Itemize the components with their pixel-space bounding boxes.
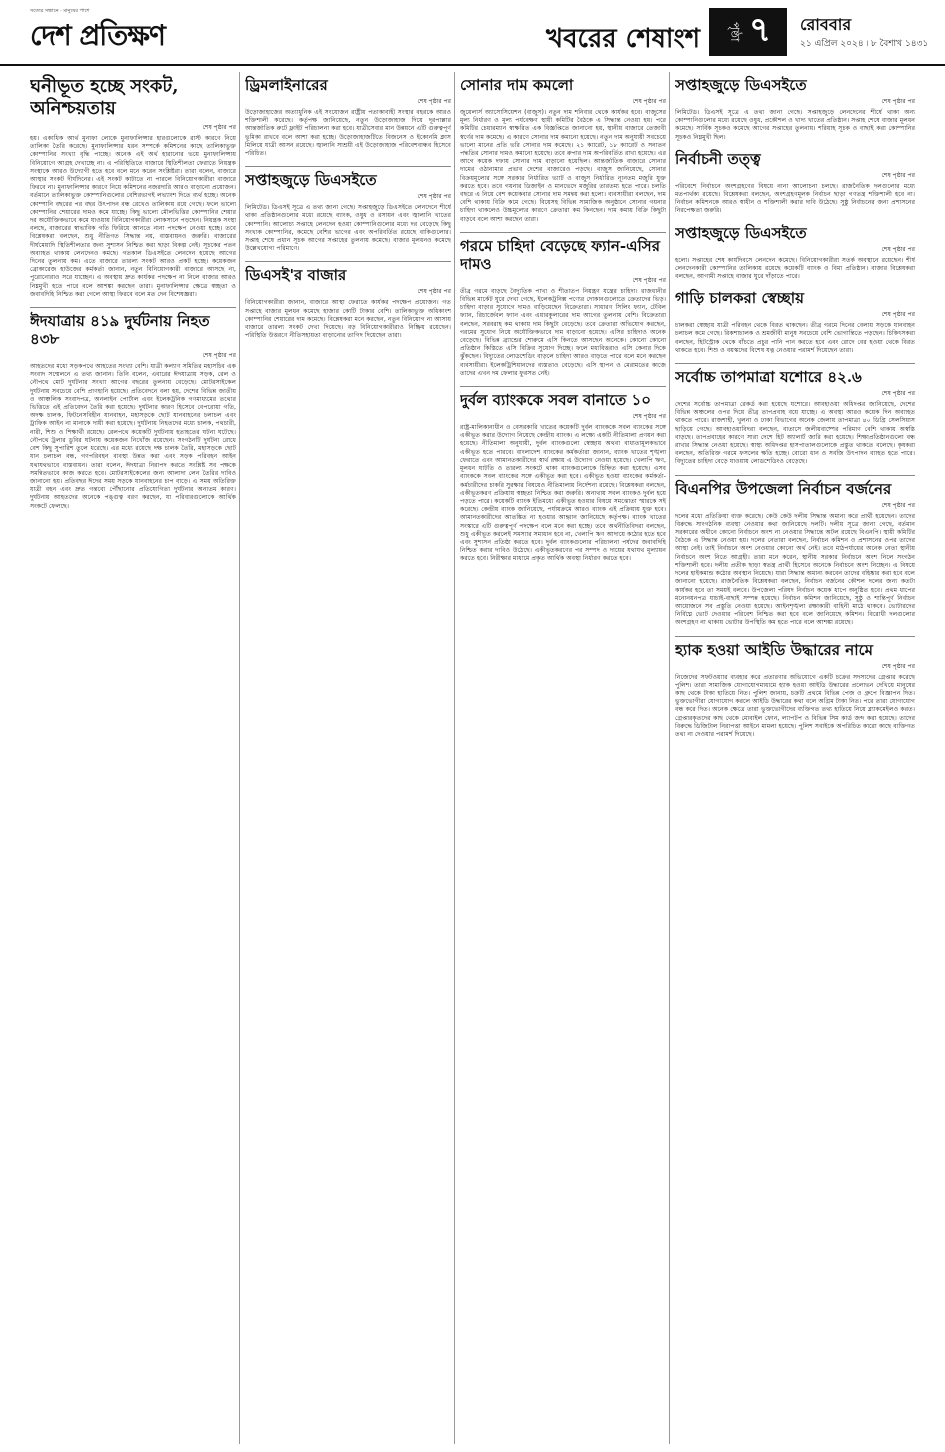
article-headline: দুর্বল ব্যাংককে সবল বানাতে ১০ [460, 391, 652, 410]
article-dse-market [245, 266, 451, 340]
article-body: লিমিটেড। ডিএসই সূত্রে এ তথ্য জানা গেছে। সপ্তাহজুড়ে লেনদেনের শীর্ষে থাকা অন্য কোম্পানিগুলোর মধ্যে রয়েছে ওষুধ, প্রকৌশল ও খাদ্য খাতের প্রতিষ্ঠান। সপ্তাহ শেষে বাজার মূলধন কমেছে। সার্বিক সূচকও কমেছে আগের সপ্তাহের তুলনায়। শরিয়াহ সূচক ও বাছাই করা কোম্পানির সূচকও নিম্নমুখী ছিল। [675, 109, 915, 141]
article-body: দেশের সর্বোচ্চ তাপমাত্রা রেকর্ড করা হয়েছে যশোরে। আবহাওয়া অধিদপ্তর জানিয়েছে, দেশের বিভিন্ন অঞ্চলের ওপর দিয়ে তীব্র তাপপ্রবাহ বয়ে যাচ্ছে। এ অবস্থা আরও কয়েক দিন অব্যাহত থাকতে পারে। রাজশাহী, খুলনা ও ঢাকা বিভাগের অনেক জেলায় তাপমাত্রা ৪০ ডিগ্রি সেলসিয়াস ছাড়িয়ে গেছে। আবহাওয়াবিদরা বলছেন, বাতাসে জলীয়বাষ্পের পরিমাণ বেশি থাকায় অস্বস্তি বাড়ছে। তাপপ্রবাহের কারণে সারা দেশে হিট অ্যালার্ট জারি করা হয়েছে। শিক্ষাপ্রতিষ্ঠানগুলো বন্ধ রাখার সিদ্ধান্ত নেওয়া হয়েছে। স্বাস্থ্য অধিদপ্তর হাসপাতালগুলোকে প্রস্তুত থাকতে বলেছে। কৃষকরা বলছেন, অতিরিক্ত গরমে ফসলের ক্ষতি হচ্ছে। বোরো ধান ও সবজি উৎপাদন ব্যাহত হতে পারে। বিদ্যুতের চাহিদা বেড়ে যাওয়ায় লোডশেডিংও বেড়েছে। [675, 401, 915, 466]
article-election-theory [675, 150, 915, 216]
article-headline: সোনার দাম কমলো [460, 76, 574, 94]
article-headline: সপ্তাহজুড়ে ডিএসইতে [675, 223, 807, 242]
article-body: তীব্র গরমে বাড়ছে বৈদ্যুতিক পাখা ও শীতাতপ নিয়ন্ত্রণ যন্ত্রের চাহিদা। রাজধানীর বিভিন্ন মার্কেট ঘুরে দেখা গেছে, ইলেকট্রনিক্স পণ্যের দোকানগুলোতে ক্রেতাদের ভিড়। চাহিদা বাড়ার সুযোগে দামও বাড়িয়েছেন বিক্রেতারা। সাধারণ সিলিং ফ্যান, টেবিল ফ্যান, রিচার্জেবল ফ্যান এবং এয়ারকুলারের দাম আগের তুলনায় বেশি। বিক্রেতারা বলছেন, সরবরাহ কম থাকায় দাম কিছুটা বেড়েছে। তবে ক্রেতারা অভিযোগ করছেন, গরমের সুযোগ নিয়ে অযৌক্তিকভাবে দাম বাড়ানো হয়েছে। এসির চাহিদাও অনেক বেড়েছে। বিভিন্ন ব্র্যান্ডের শোরুমে এসি কিনতে আসছেন অনেকে। কোনো কোনো প্রতিষ্ঠান কিস্তিতে এসি বিক্রির সুযোগ দিচ্ছে। ফলে মধ্যবিত্তরাও এসি কেনার দিকে ঝুঁকছেন। বিদ্যুতের লোডশেডিং বাড়লে চাহিদা আরও বাড়তে পারে বলে মনে করছেন ব্যবসায়ীরা। ইলেকট্রিশিয়ানদের ব্যস্ততাও বেড়েছে। এসি স্থাপন ও মেরামতের কাজে তাদের এখন দম ফেলার ফুরসত নেই। [460, 287, 666, 377]
article-headline: ড্রিমলাইনারের [245, 76, 328, 94]
article-divider [675, 363, 915, 364]
article-continuation: শেষ পৃষ্ঠার পর [417, 98, 451, 105]
article-fan-ac-demand [460, 237, 666, 378]
article-continuation: শেষ পৃষ্ঠার পর [881, 501, 915, 509]
article-eid-accidents [30, 312, 236, 511]
article-headline: নির্বাচনী তত্ত্ব [675, 149, 761, 168]
article-headline: ঈদযাত্রায় ৪১৯ দুর্ঘটনায় নিহত ৪৩৮ [30, 312, 210, 349]
column-divider [454, 72, 455, 1444]
article-weak-banks [460, 391, 666, 563]
article-body: দলের মধ্যে প্রতিক্রিয়া ব্যক্ত করেছে। কেউ কেউ দলীয় সিদ্ধান্ত অমান্য করে প্রার্থী হয়েছেন। তাদের বিরুদ্ধে সাংগঠনিক ব্যবস্থা নেওয়ার কথা জানিয়েছে দলটি। দলীয় সূত্রে জানা গেছে, বর্তমান সরকারের অধীনে কোনো নির্বাচনে অংশ না নেওয়ার সিদ্ধান্তে অটল রয়েছে বিএনপি। স্থায়ী কমিটির বৈঠকে এ সিদ্ধান্ত নেওয়া হয়। দলের নেতারা বলছেন, নির্বাচন কমিশন ও প্রশাসনের ওপর তাদের আস্থা নেই। তাই নির্বাচনে অংশ নেওয়ার কোনো অর্থ নেই। তবে মাঠপর্যায়ের অনেক নেতা স্থানীয় নির্বাচনে অংশ নিতে আগ্রহী। তারা মনে করেন, স্থানীয় সরকার নির্বাচনে অংশ নিলে সংগঠন শক্তিশালী হবে। দলীয় প্রতীক ছাড়া স্বতন্ত্র প্রার্থী হিসেবে অনেকে নির্বাচনে অংশ নিচ্ছেন। এ বিষয়ে দলের হাইকমান্ড কঠোর অবস্থান নিয়েছে। যারা সিদ্ধান্ত অমান্য করবেন তাদের বহিষ্কার করা হবে বলে জানানো হয়েছে। রাজনৈতিক বিশ্লেষকরা বলছেন, নির্বাচন বর্জনের কৌশল দলের জন্য কতটা কার্যকর হবে তা সময়ই বলবে। উপজেলা পরিষদ নির্বাচন কয়েক ধাপে অনুষ্ঠিত হবে। প্রথম ধাপের মনোনয়নপত্র যাচাই-বাছাই সম্পন্ন হয়েছে। নির্বাচন কমিশন জানিয়েছে, সুষ্ঠু ও শান্তিপূর্ণ নির্বাচন আয়োজনে সব প্রস্তুতি নেওয়া হয়েছে। আইনশৃঙ্খলা রক্ষাকারী বাহিনী মাঠে থাকবে। ভোটারদের নির্বিঘ্নে ভোট দেওয়ার পরিবেশ নিশ্চিত করা হবে বলে জানিয়েছে কমিশন। বিরোধী দলগুলোর অংশগ্রহণ না থাকায় ভোটার উপস্থিতি কম হতে পারে বলে আশঙ্কা রয়েছে। [675, 512, 915, 627]
column-divider [239, 72, 240, 1444]
article-divider [30, 307, 236, 308]
article-divider [460, 386, 666, 387]
article-body: হয়। একাধিক আর্থ মুনাফা লোকে মুনাফালিপ্সার হারগুলোকে রাস্ট কারণে নিয়ে তালিকা তৈরি করেছে। মুনাফালিপ্সার ধরন সম্পর্কে কমিশনের কাছে তালিকাভুক্ত কোম্পানির সংখ্যা বৃদ্ধি পাচ্ছে। অনেক এই অর্থ হারানোর ভয়ে মুনাফালিপ্সায় বিনিয়োগে আগ্রহ দেখাচ্ছে না। এ পরিস্থিতিতে বাজারে স্থিতিশীলতা ফেরাতে নিয়ন্ত্রক সংস্থাকে আরও উদ্যোগী হতে হবে বলে মনে করেন সংশ্লিষ্টরা। তারা বলেন, বাজারে আস্থার সংকট দীর্ঘদিনের। এই সংকট কাটাতে না পারলে বিনিয়োগকারীরা বাজারে ফিরবে না। মুনাফালিপ্সার কারণে নিয়ে কমিশনের নজরদারি আরও বাড়ানো প্রয়োজন। বর্তমানে তালিকাভুক্ত কোম্পানিগুলোর বেশিরভাগই লভ্যাংশ দিতে ব্যর্থ হচ্ছে। অনেক কোম্পানি বছরের পর বছর উৎপাদন বন্ধ রেখেও তালিকায় রয়ে গেছে। ফলে ভালো কোম্পানির শেয়ারের দামও কমে যাচ্ছে। কিছু ভালো মৌলভিত্তির কোম্পানির শেয়ার দর অযৌক্তিকভাবে কমে যাওয়ায় বিনিয়োগকারীরা লোকসানে পড়ছেন। নিয়ন্ত্রক সংস্থা বলছে, বাজারের স্বাভাবিক গতি ফিরিয়ে আনতে নানা পদক্ষেপ নেওয়া হচ্ছে। তবে বিশ্লেষকরা বলছেন, শুধু নীতিগত সিদ্ধান্ত নয়, বাস্তবায়নও জরুরি। বাজারের দীর্ঘমেয়াদি স্থিতিশীলতার জন্য সুশাসন নিশ্চিত করা ছাড়া বিকল্প নেই। সূচকের পতন অব্যাহত থাকায় লেনদেনও কমছে। গতকাল ডিএসইতে লেনদেন হয়েছে আগের দিনের তুলনায় কম। এতে বাজারে তারল্য সংকট আরও প্রকট হচ্ছে। কয়েকজন ব্রোকারেজ হাউজের কর্মকর্তা জানান, নতুন বিনিয়োগকারী বাজারে আসছে না, পুরোনোরাও সরে যাচ্ছেন। এ অবস্থায় দ্রুত কার্যকর পদক্ষেপ না নিলে বাজার আরও নিম্নমুখী হতে পারে বলে আশঙ্কা করছেন তারা। মুনাফালিপ্সার ক্ষেত্রে স্বচ্ছতা ও জবাবদিহি নিশ্চিত করা গেলে আস্থা ফিরবে বলে মত দেন বিশেষজ্ঞরা। [30, 135, 236, 298]
article-continuation: শেষ পৃষ্ঠার পর [881, 98, 915, 105]
masthead-tagline: সত্যের সন্ধানে · মানুষের পাশে [30, 8, 90, 14]
article-headline: সর্বোচ্চ তাপমাত্রা যশোরে ৪২.৬ [675, 368, 862, 387]
page-number-box [709, 8, 787, 56]
article-continuation: শেষ পৃষ্ঠার পর [881, 662, 915, 670]
article-drivers [675, 289, 915, 355]
article-continuation: শেষ পৃষ্ঠার পর [881, 171, 915, 179]
article-body: আহতদের মধ্যে সড়কপথে আহতের সংখ্যা বেশি। যাত্রী কল্যাণ সমিতির মহাসচিব এক সংবাদ সম্মেলনে এ তথ্য জানান। তিনি বলেন, এবারের ঈদযাত্রায় সড়ক, রেল ও নৌপথে মোট দুর্ঘটনার সংখ্যা আগের বছরের তুলনায় বেড়েছে। মোটরসাইকেল দুর্ঘটনায় সবচেয়ে বেশি প্রাণহানি হয়েছে। প্রতিবেদনে বলা হয়, দেশের বিভিন্ন জাতীয় ও আঞ্চলিক সংবাদপত্র, অনলাইন পোর্টাল এবং ইলেকট্রনিক গণমাধ্যমের তথ্যের ভিত্তিতে এই প্রতিবেদন তৈরি করা হয়েছে। দুর্ঘটনার কারণ হিসেবে বেপরোয়া গতি, অদক্ষ চালক, ফিটনেসবিহীন যানবাহন, মহাসড়কে ছোট যানবাহনের চলাচল এবং ট্রাফিক আইন না মানাকে দায়ী করা হয়েছে। দুর্ঘটনায় নিহতদের মধ্যে চালক, পথচারী, নারী, শিশু ও শিক্ষার্থী রয়েছে। রেলপথে কয়েকটি দুর্ঘটনায় হতাহতের ঘটনা ঘটেছে। নৌপথে ট্রলার ডুবির ঘটনায় কয়েকজন নিখোঁজ রয়েছেন। সংগঠনটি দুর্ঘটনা রোধে বেশ কিছু সুপারিশ তুলে ধরেছে। এর মধ্যে রয়েছে দক্ষ চালক তৈরি, মহাসড়কে ছোট যান চলাচল বন্ধ, গণপরিবহন ব্যবস্থা উন্নত করা এবং সড়ক পরিবহন আইন যথাযথভাবে বাস্তবায়ন। তারা বলেন, ঈদযাত্রা নিরাপদ করতে সংশ্লিষ্ট সব পক্ষকে সমন্বিতভাবে কাজ করতে হবে। মোটরসাইকেলের জন্য আলাদা লেন তৈরির দাবিও জানানো হয়। প্রতিবছর ঈদের সময় সড়কে যানবাহনের চাপ বাড়ে। এ সময় অতিরিক্ত যাত্রী বহন এবং দ্রুত গন্তব্যে পৌঁছানোর প্রতিযোগিতা দুর্ঘটনার অন্যতম কারণ। দুর্ঘটনায় আহতদের অনেকে পঙ্গুত্ব বরণ করছেন, যা পরিবারগুলোকে আর্থিক সংকটে ফেলছে। [30, 363, 236, 510]
article-bnp-boycott [675, 480, 915, 628]
issue-day: রোববার [800, 15, 852, 34]
article-headline: গাড়ি চালকরা স্বেচ্ছায় [675, 289, 804, 308]
article-body: নিজেদের সফটওয়্যার ব্যবহার করে প্রতারণার অভিযোগে একটি চক্রের সদস্যদের গ্রেপ্তার করেছে পুলিশ। তারা সামাজিক যোগাযোগমাধ্যমে হ্যাক হওয়া আইডি উদ্ধারের প্রলোভন দেখিয়ে মানুষের কাছ থেকে টাকা হাতিয়ে নিত। পুলিশ জানায়, চক্রটি প্রথমে বিভিন্ন পেজ ও গ্রুপে বিজ্ঞাপন দিত। ভুক্তভোগীরা যোগাযোগ করলে আইডি উদ্ধারের কথা বলে অগ্রিম টাকা নিত। পরে তারা যোগাযোগ বন্ধ করে দিত। অনেক ক্ষেত্রে তারা ভুক্তভোগীদের ব্যক্তিগত তথ্য হাতিয়ে নিয়ে ব্ল্যাকমেইলও করত। গ্রেপ্তারকৃতদের কাছ থেকে মোবাইল ফোন, ল্যাপটপ ও বিভিন্ন সিম কার্ড জব্দ করা হয়েছে। তাদের বিরুদ্ধে ডিজিটাল নিরাপত্তা আইনে মামলা হয়েছে। পুলিশ সবাইকে অপরিচিত কারো কাছে ব্যক্তিগত তথ্য না দেওয়ার পরামর্শ দিয়েছে। [675, 673, 915, 738]
article-dreamliner [245, 76, 451, 158]
article-continuation: শেষ পৃষ্ঠার পর [202, 352, 236, 360]
article-temperature [675, 368, 915, 467]
article-continuation: শেষ পৃষ্ঠার পর [632, 413, 666, 421]
column-4 [675, 72, 915, 1444]
article-headline: বিএনপির উপজেলা নির্বাচন বর্জনের [675, 479, 892, 498]
article-body: রাষ্ট্র-মালিকানাধীন ও বেসরকারি খাতের কয়েকটি দুর্বল ব্যাংককে সবল ব্যাংকের সঙ্গে একীভূত করার উদ্যোগ নিয়েছে কেন্দ্রীয় ব্যাংক। এ লক্ষ্যে একটি নীতিমালা প্রণয়ন করা হয়েছে। নীতিমালা অনুযায়ী, দুর্বল ব্যাংকগুলো স্বেচ্ছায় অথবা বাধ্যতামূলকভাবে একীভূত হতে পারবে। বাংলাদেশ ব্যাংকের কর্মকর্তারা জানান, ব্যাংক খাতের শৃঙ্খলা ফেরাতে এবং আমানতকারীদের স্বার্থ রক্ষায় এ উদ্যোগ নেওয়া হয়েছে। খেলাপি ঋণ, মূলধন ঘাটতি ও তারল্য সংকটে থাকা ব্যাংকগুলোকে চিহ্নিত করা হয়েছে। এসব ব্যাংককে সবল ব্যাংকের সঙ্গে একীভূত করা হবে। একীভূত হওয়া ব্যাংকের কর্মকর্তা-কর্মচারীদের চাকরি সুরক্ষার বিষয়েও নীতিমালায় নির্দেশনা রয়েছে। বিশ্লেষকরা বলছেন, একীভূতকরণ প্রক্রিয়ায় স্বচ্ছতা নিশ্চিত করা জরুরি। অন্যথায় সবল ব্যাংকও দুর্বল হয়ে পড়তে পারে। কয়েকটি ব্যাংক ইতিমধ্যে একীভূত হওয়ার বিষয়ে সমঝোতা স্মারকে সই করেছে। কেন্দ্রীয় ব্যাংক জানিয়েছে, পর্যায়ক্রমে আরও ব্যাংক এই প্রক্রিয়ায় যুক্ত হবে। আমানতকারীদের আতঙ্কিত না হওয়ার আহ্বান জানিয়েছে কর্তৃপক্ষ। ব্যাংক খাতের সংস্কারে এটি গুরুত্বপূর্ণ পদক্ষেপ বলে মনে করা হচ্ছে। তবে অর্থনীতিবিদরা বলছেন, শুধু একীভূত করলেই সমস্যার সমাধান হবে না, খেলাপি ঋণ আদায়ে কঠোর হতে হবে এবং সুশাসন প্রতিষ্ঠা করতে হবে। দুর্বল ব্যাংকগুলোর পরিচালনা পর্ষদের জবাবদিহি নিশ্চিত করার দাবিও উঠেছে। একীভূতকরণের পর সম্পদ ও দায়ের যথাযথ মূল্যায়ন করতে হবে। নিরীক্ষার মাধ্যমে প্রকৃত আর্থিক অবস্থা নির্ধারণ করতে হবে। [460, 424, 666, 563]
article-continuation: শেষ পৃষ্ঠার পর [632, 276, 666, 284]
article-continuation: শেষ পৃষ্ঠার পর [632, 98, 666, 105]
column-divider [669, 72, 670, 1444]
masthead [0, 0, 945, 66]
article-continuation: শেষ পৃষ্ঠার পর [202, 124, 236, 131]
article-divider [675, 636, 915, 637]
article-continuation: শেষ পৃষ্ঠার পর [881, 245, 915, 253]
article-headline: সপ্তাহজুড়ে ডিএসইতে [245, 171, 377, 190]
article-divider [245, 166, 451, 167]
article-divider [245, 261, 451, 262]
article-headline: ঘনীভূত হচ্ছে সংকট, অনিশ্চয়তায় [30, 76, 179, 119]
article-continuation: শেষ পৃষ্ঠার পর [881, 390, 915, 398]
article-gold-price [460, 76, 666, 224]
article-headline: গরমে চাহিদা বেড়েছে ফ্যান-এসির দামও [460, 236, 660, 273]
article-market-crisis [30, 76, 236, 299]
column-2 [245, 72, 451, 1444]
article-dse-week-1 [245, 171, 451, 253]
article-dse-week-3 [675, 224, 915, 282]
article-body: জুয়েলার্স অ্যাসোসিয়েশন (বাজুস)। নতুন দাম শনিবার থেকে কার্যকর হবে। বাজুসের মূল্য নির্ধারণ ও মূল্য পর্যবেক্ষণ স্থায়ী কমিটির বৈঠকে এ সিদ্ধান্ত নেওয়া হয়। পরে কমিটির চেয়ারম্যান স্বাক্ষরিত এক বিজ্ঞপ্তিতে জানানো হয়, স্থানীয় বাজারে তেজাবী স্বর্ণের দাম কমেছে। এ কারণে সোনার দাম কমানো হয়েছে। নতুন দাম অনুযায়ী সবচেয়ে ভালো মানের প্রতি ভরি সোনার দাম কমেছে। ২১ ক্যারেট, ১৮ ক্যারেট ও সনাতন পদ্ধতির সোনার দামও কমানো হয়েছে। তবে রুপার দাম অপরিবর্তিত রাখা হয়েছে। এর আগে কয়েক দফায় সোনার দাম বাড়ানো হয়েছিল। আন্তর্জাতিক বাজারে সোনার দামের ওঠানামার প্রভাব দেশের বাজারেও পড়ছে। বাজুস জানিয়েছে, সোনার বিক্রয়মূল্যের সঙ্গে সরকার নির্ধারিত ভ্যাট ও বাজুস নির্ধারিত ন্যূনতম মজুরি যুক্ত করতে হবে। তবে গয়নার ডিজাইন ও মানভেদে মজুরির তারতম্য হতে পারে। চলতি বছরে এ নিয়ে বেশ কয়েকবার সোনার দাম সমন্বয় করা হলো। ব্যবসায়ীরা বলছেন, দাম বেশি থাকায় বিক্রি কমে গেছে। বিয়েসহ বিভিন্ন সামাজিক অনুষ্ঠানে সোনার গয়নার চাহিদা থাকলেও উচ্চমূল্যের কারণে ক্রেতারা কম কিনছেন। দাম কমায় বিক্রি কিছুটা বাড়বে বলে আশা করছেন তারা। [460, 109, 666, 223]
article-continuation: শেষ পৃষ্ঠার পর [417, 288, 451, 296]
column-1 [30, 72, 236, 1444]
article-divider [460, 232, 666, 233]
column-3 [460, 72, 666, 1444]
article-headline: সপ্তাহজুড়ে ডিএসইতে [675, 76, 807, 94]
article-body: চালকরা স্বেচ্ছায় যাত্রী পরিবহন থেকে বিরত থাকছেন। তীব্র গরমে দিনের বেলায় সড়কে যানবাহন চলাচল কমে গেছে। রিকশাচালক ও শ্রমজীবী মানুষ সবচেয়ে বেশি ভোগান্তিতে পড়ছেন। চিকিৎসকরা বলছেন, হিটস্ট্রোক থেকে বাঁচতে প্রচুর পানি পান করতে হবে এবং রোদে বের হওয়া থেকে বিরত থাকতে হবে। শিশু ও বয়স্কদের বিশেষ যত্ন নেওয়ার পরামর্শ দিয়েছেন তারা। [675, 322, 915, 354]
article-hacked-id [675, 641, 915, 740]
article-divider [675, 475, 915, 476]
article-headline: হ্যাক হওয়া আইডি উদ্ধারের নামে [675, 640, 873, 659]
page-label: পৃষ্ঠা [727, 22, 742, 42]
article-headline: ডিএসই'র বাজার [245, 266, 347, 285]
newspaper-logo: দেশ প্রতিক্ষণ [30, 19, 165, 52]
article-body: হলো। সপ্তাহের শেষ কার্যদিবসে লেনদেন কমেছে। বিনিয়োগকারীরা সতর্ক অবস্থানে রয়েছেন। শীর্ষ লেনদেনকারী কোম্পানির তালিকায় রয়েছে কয়েকটি ব্যাংক ও বিমা প্রতিষ্ঠান। বাজার বিশ্লেষকরা বলছেন, আগামী সপ্তাহে বাজার ঘুরে দাঁড়াতে পারে। [675, 256, 915, 281]
article-continuation: শেষ পৃষ্ঠার পর [417, 193, 451, 201]
section-title: খবরের শেষাংশ [546, 24, 701, 54]
article-body: লিমিটেড। ডিএসই সূত্রে এ তথ্য জানা গেছে। সপ্তাহজুড়ে ডিএসইতে লেনদেনে শীর্ষে থাকা প্রতিষ্ঠানগুলোর মধ্যে রয়েছে ব্যাংক, ওষুধ ও রসায়ন এবং জ্বালানি খাতের কোম্পানি। আলোচ্য সপ্তাহে লেনদেন হওয়া কোম্পানিগুলোর মধ্যে দর বেড়েছে কিছু সংখ্যক কোম্পানির, কমেছে বেশির ভাগের এবং অপরিবর্তিত রয়েছে বাকিগুলোর। সপ্তাহ শেষে প্রধান সূচক আগের সপ্তাহের তুলনায় কমেছে। বাজার মূলধনও কমেছে উল্লেখযোগ্য পরিমাণে। [245, 204, 451, 253]
article-continuation: শেষ পৃষ্ঠার পর [881, 311, 915, 319]
article-body: বিনিয়োগকারীরা জানান, বাজারে আস্থা ফেরাতে কার্যকর পদক্ষেপ প্রয়োজন। গত সপ্তাহে বাজার মূলধন কমেছে হাজার কোটি টাকার বেশি। তালিকাভুক্ত অধিকাংশ কোম্পানির শেয়ারের দাম কমেছে। বিশ্লেষকরা মনে করছেন, নতুন বিনিয়োগ না আসায় বাজারে তারল্য সংকট দেখা দিয়েছে। বড় বিনিয়োগকারীরাও নিষ্ক্রিয় রয়েছেন। পরিস্থিতি উত্তরণে নীতিসহায়তা বাড়ানোর তাগিদ দিয়েছেন তারা। [245, 299, 451, 340]
issue-date: ২১ এপ্রিল ২০২৪ ৷ ৮ বৈশাখ ১৪৩১ [800, 39, 929, 49]
page-number: ৭ [748, 9, 772, 50]
article-body: উড়োজাহাজের অত্যাধুনিক এই সংযোজন রাষ্ট্রীয় পতাকাবাহী সংস্থার বহরকে আরও শক্তিশালী করেছে। কর্তৃপক্ষ জানিয়েছে, নতুন উড়োজাহাজ দিয়ে দূরপাল্লার আন্তর্জাতিক রুটে ফ্লাইট পরিচালনা করা হবে। যাত্রীসেবার মান উন্নয়নে এটি গুরুত্বপূর্ণ ভূমিকা রাখবে বলে আশা করা হচ্ছে। উড়োজাহাজটিতে বিজনেস ও ইকোনমি ক্লাস মিলিয়ে যাত্রী আসন রয়েছে। জ্বালানি সাশ্রয়ী এই উড়োজাহাজ পরিবেশবান্ধব হিসেবে পরিচিত। [245, 109, 451, 158]
article-dse-week-2 [675, 76, 915, 142]
article-body: পরিবেশে নির্বাচনে অংশগ্রহণের বিষয়ে নানা আলোচনা চলছে। রাজনৈতিক দলগুলোর মধ্যে মতপার্থক্য রয়েছে। বিশ্লেষকরা বলছেন, অংশগ্রহণমূলক নির্বাচন ছাড়া গণতন্ত্র শক্তিশালী হবে না। নির্বাচন কমিশনকে আরও স্বাধীন ও শক্তিশালী করার দাবি উঠেছে। সুষ্ঠু নির্বাচনের জন্য প্রশাসনের নিরপেক্ষতা জরুরি। [675, 182, 915, 215]
